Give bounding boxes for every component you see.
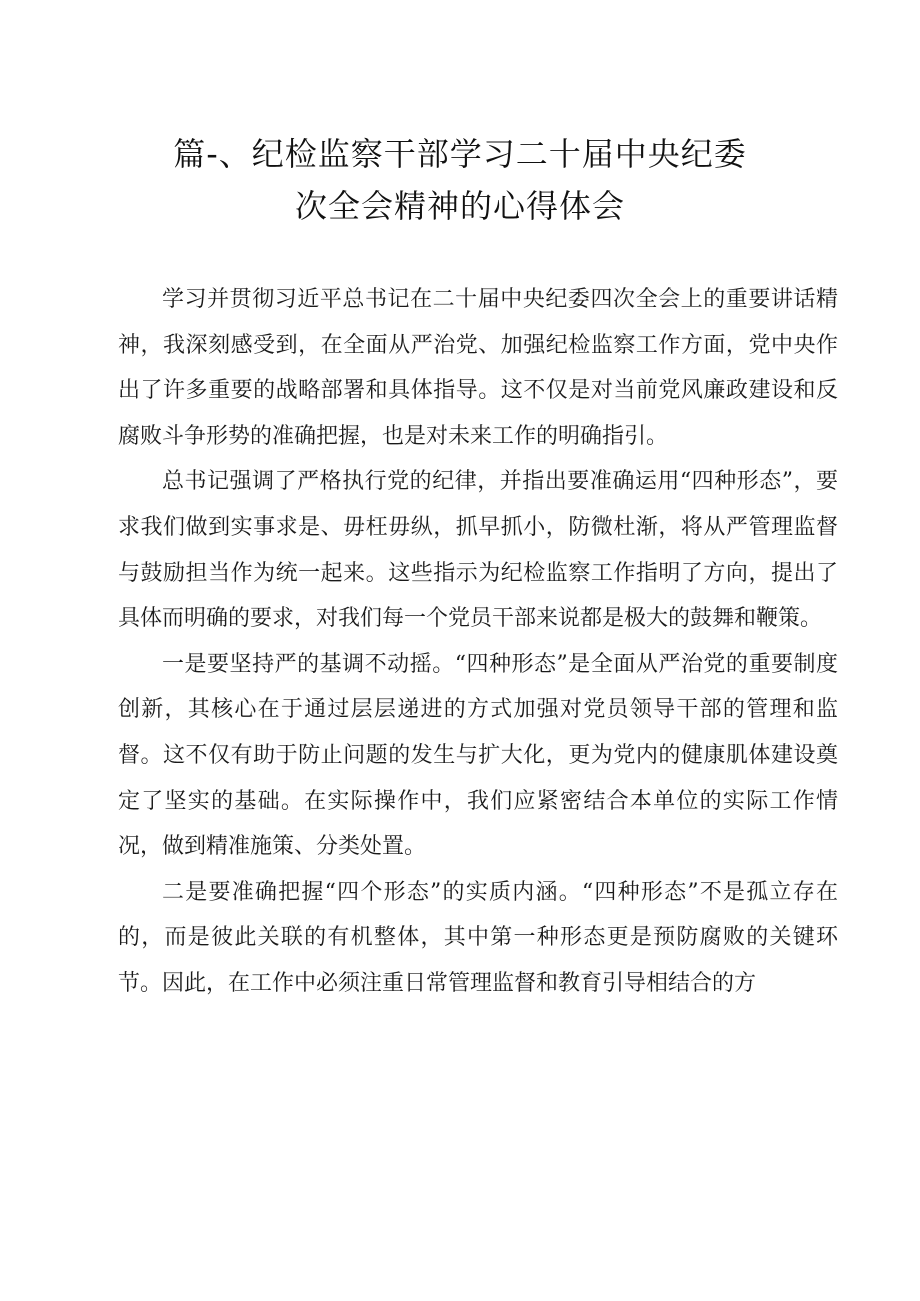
document-title <box>0 128 920 232</box>
document-body <box>118 277 838 1007</box>
paragraph-1: 学习并贯彻习近平总书记在二十届中央纪委四次全会上的重要讲话精神，我深刻感受到，在全面从严治党、加强纪检监察工作方面，党中央作出了许多重要的战略部署和具体指导。这不仅是对当前党风廉政建设和反腐败斗争形势的准确把握，也是对未来工作的明确指引。 <box>118 287 838 449</box>
paragraph-3: 一是要坚持严的基调不动摇。“四种形态”是全面从严治党的重要制度创新，其核心在于通过层层递进的方式加强对党员领导干部的管理和监督。这不仅有助于防止问题的发生与扩大化，更为党内的健康肌体建设奠定了坚实的基础。在实际操作中，我们应紧密结合本单位的实际工作情况，做到精准施策、分类处置。 <box>118 651 838 860</box>
paragraph-2: 总书记强调了严格执行党的纪律，并指出要准确运用“四种形态”，要求我们做到实事求是、毋枉毋纵，抓早抓小，防微杜渐，将从严管理监督与鼓励担当作为统一起来。这些指示为纪检监察工作指明了方向，提出了具体而明确的要求，对我们每一个党员干部来说都是极大的鼓舞和鞭策。 <box>118 469 838 632</box>
title-line-1: 篇-、纪检监察干部学习二十届中央纪委 <box>173 135 747 173</box>
paragraph-4: 二是要准确把握“四个形态”的实质内涵。“四种形态”不是孤立存在的，而是彼此关联的有机整体，其中第一种形态更是预防腐败的关键环节。因此，在工作中必须注重日常管理监督和教育引导相结合的方 <box>118 879 838 996</box>
title-line-2: 次全会精神的心得体会 <box>294 187 625 225</box>
